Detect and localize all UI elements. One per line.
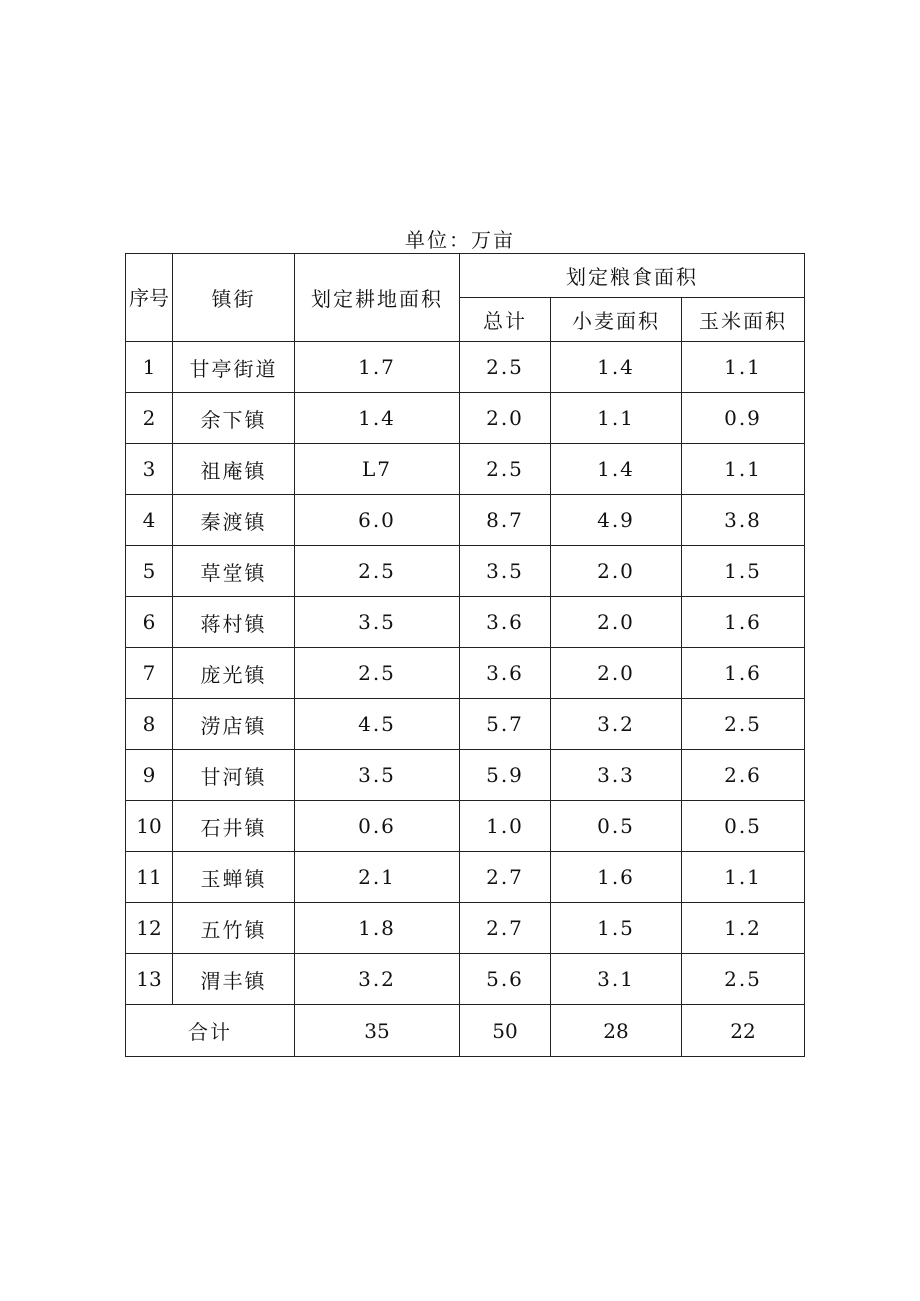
cell-town: 甘河镇 [173,750,295,801]
cell-corn: 0.9 [682,393,805,444]
cell-seq: 6 [126,597,173,648]
table-row [126,546,805,597]
cell-grain-total: 2.7 [460,852,551,903]
cell-farmland: 2.5 [295,648,460,699]
cell-wheat: 3.1 [551,954,682,1005]
cell-grain-total: 3.6 [460,597,551,648]
cell-corn: 1.1 [682,444,805,495]
cell-seq: 11 [126,852,173,903]
cell-grain-total: 2.0 [460,393,551,444]
cell-seq: 10 [126,801,173,852]
table-row [126,903,805,954]
area-table [125,253,805,1057]
cell-grain-total: 5.9 [460,750,551,801]
cell-farmland: 0.6 [295,801,460,852]
table-row [126,597,805,648]
cell-grain-total: 2.5 [460,444,551,495]
cell-farmland: 2.1 [295,852,460,903]
cell-wheat: 1.6 [551,852,682,903]
cell-town: 秦渡镇 [173,495,295,546]
cell-farmland: 3.2 [295,954,460,1005]
table-row [126,342,805,393]
cell-town: 草堂镇 [173,546,295,597]
cell-wheat: 3.3 [551,750,682,801]
table-row [126,954,805,1005]
cell-wheat: 1.5 [551,903,682,954]
cell-farmland: 2.5 [295,546,460,597]
table-row [126,699,805,750]
cell-town: 祖庵镇 [173,444,295,495]
cell-town: 五竹镇 [173,903,295,954]
cell-corn: 2.5 [682,699,805,750]
total-wheat: 28 [551,1005,682,1057]
cell-seq: 7 [126,648,173,699]
cell-wheat: 2.0 [551,546,682,597]
table-row [126,648,805,699]
header-row-1 [126,254,805,298]
header-farmland: 划定耕地面积 [295,254,460,342]
cell-grain-total: 5.6 [460,954,551,1005]
cell-corn: 3.8 [682,495,805,546]
cell-grain-total: 2.7 [460,903,551,954]
total-corn: 22 [682,1005,805,1057]
cell-farmland: 3.5 [295,750,460,801]
header-corn: 玉米面积 [682,298,805,342]
header-town: 镇街 [173,254,295,342]
cell-corn: 1.2 [682,903,805,954]
cell-corn: 0.5 [682,801,805,852]
table-row [126,852,805,903]
total-grain-total: 50 [460,1005,551,1057]
cell-farmland: L7 [295,444,460,495]
cell-grain-total: 1.0 [460,801,551,852]
cell-seq: 4 [126,495,173,546]
total-row [126,1005,805,1057]
cell-corn: 2.6 [682,750,805,801]
cell-town: 玉蝉镇 [173,852,295,903]
cell-wheat: 1.4 [551,444,682,495]
cell-grain-total: 3.5 [460,546,551,597]
cell-corn: 2.5 [682,954,805,1005]
cell-grain-total: 3.6 [460,648,551,699]
cell-town: 甘亭街道 [173,342,295,393]
cell-farmland: 1.4 [295,393,460,444]
cell-seq: 2 [126,393,173,444]
cell-farmland: 1.8 [295,903,460,954]
header-grain-total: 总计 [460,298,551,342]
cell-town: 渭丰镇 [173,954,295,1005]
cell-town: 石井镇 [173,801,295,852]
table-row [126,801,805,852]
cell-corn: 1.1 [682,852,805,903]
table-row [126,495,805,546]
cell-town: 涝店镇 [173,699,295,750]
cell-grain-total: 8.7 [460,495,551,546]
unit-caption: 单位：万亩 [405,228,515,252]
cell-farmland: 4.5 [295,699,460,750]
cell-seq: 5 [126,546,173,597]
header-seq: 序号 [126,254,173,342]
cell-wheat: 1.1 [551,393,682,444]
cell-town: 蒋村镇 [173,597,295,648]
cell-wheat: 2.0 [551,648,682,699]
table-row [126,750,805,801]
cell-town: 余下镇 [173,393,295,444]
cell-seq: 1 [126,342,173,393]
header-grain-group: 划定粮食面积 [460,254,805,298]
cell-corn: 1.6 [682,648,805,699]
total-farmland: 35 [295,1005,460,1057]
cell-grain-total: 2.5 [460,342,551,393]
table-row [126,444,805,495]
cell-wheat: 3.2 [551,699,682,750]
cell-seq: 13 [126,954,173,1005]
cell-corn: 1.1 [682,342,805,393]
cell-wheat: 1.4 [551,342,682,393]
cell-farmland: 1.7 [295,342,460,393]
cell-seq: 3 [126,444,173,495]
cell-corn: 1.6 [682,597,805,648]
cell-wheat: 4.9 [551,495,682,546]
header-wheat: 小麦面积 [551,298,682,342]
cell-wheat: 2.0 [551,597,682,648]
table-row [126,393,805,444]
cell-corn: 1.5 [682,546,805,597]
cell-grain-total: 5.7 [460,699,551,750]
cell-wheat: 0.5 [551,801,682,852]
cell-town: 庞光镇 [173,648,295,699]
total-label: 合计 [126,1005,295,1057]
cell-seq: 12 [126,903,173,954]
cell-farmland: 6.0 [295,495,460,546]
cell-seq: 9 [126,750,173,801]
cell-farmland: 3.5 [295,597,460,648]
cell-seq: 8 [126,699,173,750]
